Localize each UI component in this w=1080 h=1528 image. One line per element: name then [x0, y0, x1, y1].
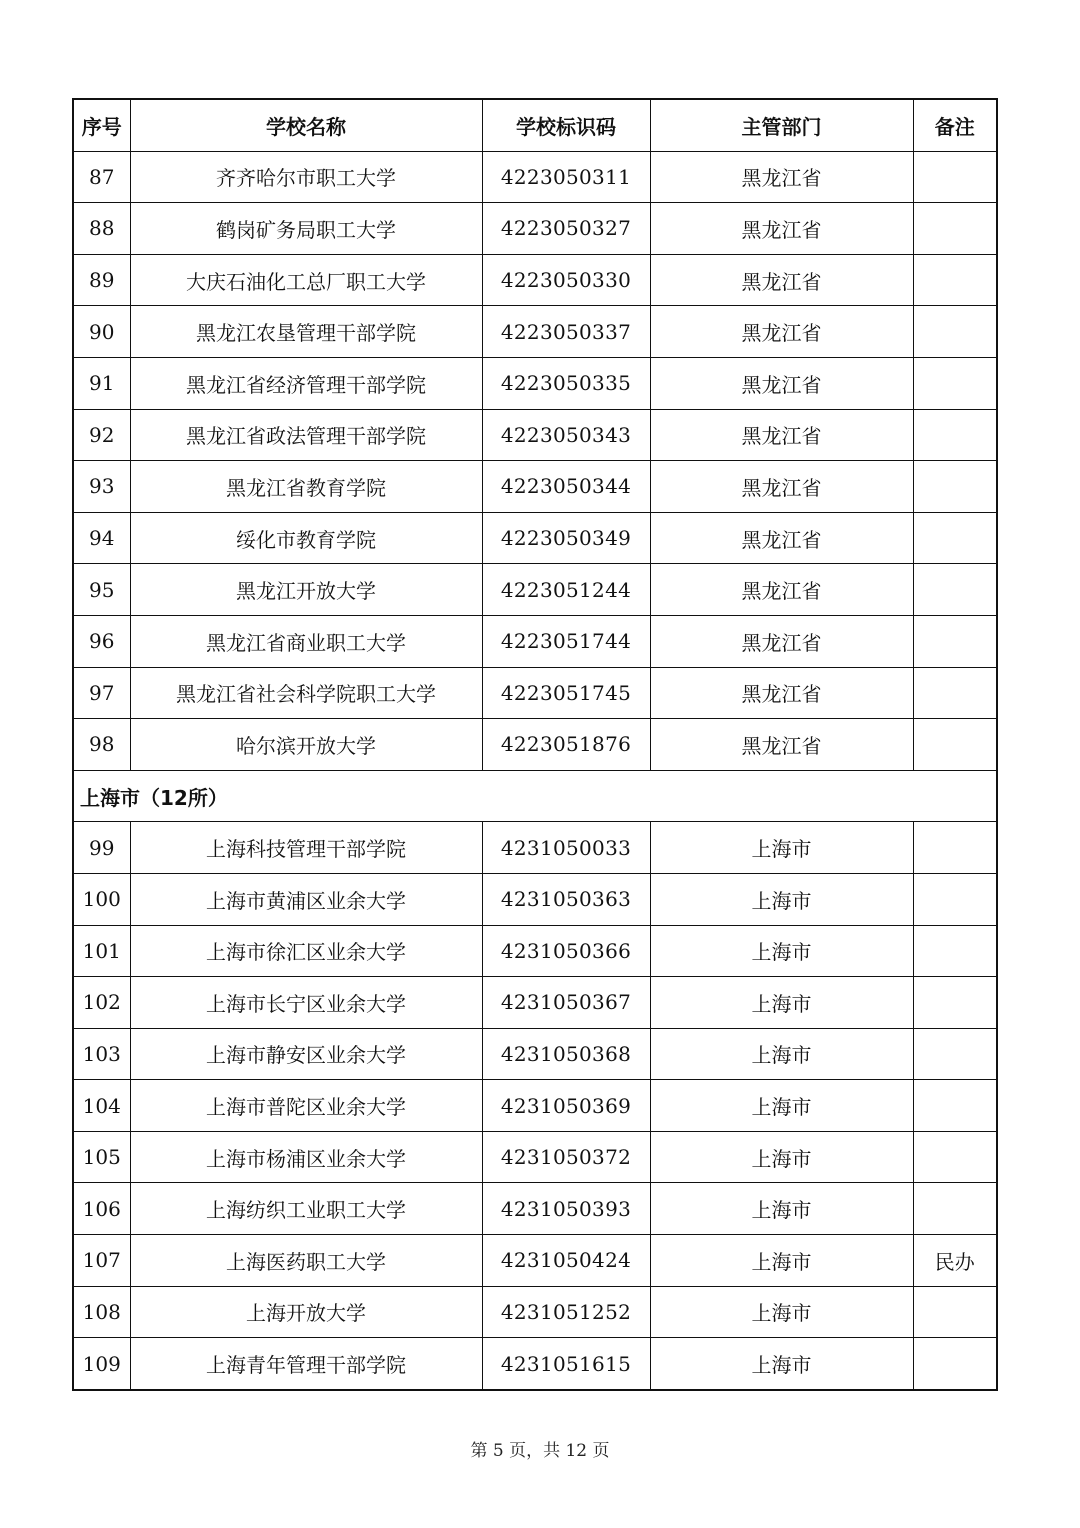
header-notes: 备注 [913, 99, 997, 151]
table-row [73, 461, 997, 513]
school-name: 上海纺织工业职工大学 [130, 1183, 482, 1235]
school-name: 上海市静安区业余大学 [130, 1028, 482, 1080]
row-number: 89 [73, 254, 130, 306]
notes [913, 925, 997, 977]
row-number: 109 [73, 1338, 130, 1390]
notes [913, 977, 997, 1029]
department: 上海市 [650, 1131, 913, 1183]
school-name: 黑龙江开放大学 [130, 564, 482, 616]
school-code: 4231050367 [482, 977, 650, 1029]
notes [913, 822, 997, 874]
school-code: 4231050393 [482, 1183, 650, 1235]
row-number: 92 [73, 409, 130, 461]
school-name: 上海青年管理干部学院 [130, 1338, 482, 1390]
table-row [73, 203, 997, 255]
row-number: 95 [73, 564, 130, 616]
school-code: 4223051244 [482, 564, 650, 616]
page-footer: 第 5 页，共 12 页 [470, 1441, 610, 1461]
department: 黑龙江省 [650, 512, 913, 564]
table-row [73, 977, 997, 1029]
notes [913, 254, 997, 306]
school-name: 哈尔滨开放大学 [130, 719, 482, 771]
school-name: 上海市杨浦区业余大学 [130, 1131, 482, 1183]
school-code: 4223050344 [482, 461, 650, 513]
section-row [73, 770, 997, 822]
school-code: 4223051876 [482, 719, 650, 771]
department: 上海市 [650, 1028, 913, 1080]
row-number: 94 [73, 512, 130, 564]
row-number: 97 [73, 667, 130, 719]
row-number: 88 [73, 203, 130, 255]
school-code: 4231051252 [482, 1286, 650, 1338]
notes [913, 357, 997, 409]
school-name: 黑龙江农垦管理干部学院 [130, 306, 482, 358]
school-code: 4223050330 [482, 254, 650, 306]
notes [913, 203, 997, 255]
table-row [73, 925, 997, 977]
school-code: 4231050363 [482, 873, 650, 925]
school-name: 黑龙江省教育学院 [130, 461, 482, 513]
department: 黑龙江省 [650, 667, 913, 719]
row-number: 107 [73, 1235, 130, 1287]
department: 黑龙江省 [650, 719, 913, 771]
school-code: 4231050033 [482, 822, 650, 874]
row-number: 102 [73, 977, 130, 1029]
department: 黑龙江省 [650, 615, 913, 667]
school-code: 4223050311 [482, 151, 650, 203]
school-code: 4223050337 [482, 306, 650, 358]
school-name: 鹤岗矿务局职工大学 [130, 203, 482, 255]
notes [913, 719, 997, 771]
school-name: 上海市普陀区业余大学 [130, 1080, 482, 1132]
row-number: 100 [73, 873, 130, 925]
school-code: 4223051744 [482, 615, 650, 667]
department: 黑龙江省 [650, 203, 913, 255]
department: 黑龙江省 [650, 151, 913, 203]
table-row [73, 1286, 997, 1338]
school-name: 黑龙江省社会科学院职工大学 [130, 667, 482, 719]
school-code: 4231050366 [482, 925, 650, 977]
notes [913, 1028, 997, 1080]
table-row [73, 564, 997, 616]
notes [913, 1183, 997, 1235]
notes [913, 1131, 997, 1183]
school-name: 上海科技管理干部学院 [130, 822, 482, 874]
header-department: 主管部门 [650, 99, 913, 151]
school-name: 上海开放大学 [130, 1286, 482, 1338]
department: 上海市 [650, 1183, 913, 1235]
table-row [73, 1338, 997, 1390]
school-code: 4223050327 [482, 203, 650, 255]
school-name: 上海市长宁区业余大学 [130, 977, 482, 1029]
table-row [73, 873, 997, 925]
school-name: 上海市徐汇区业余大学 [130, 925, 482, 977]
row-number: 106 [73, 1183, 130, 1235]
header-no: 序号 [73, 99, 130, 151]
section-title: 上海市（12所） [73, 770, 997, 822]
department: 黑龙江省 [650, 409, 913, 461]
school-name: 黑龙江省政法管理干部学院 [130, 409, 482, 461]
school-code: 4223050349 [482, 512, 650, 564]
school-name: 黑龙江省经济管理干部学院 [130, 357, 482, 409]
table-row [73, 151, 997, 203]
department: 黑龙江省 [650, 461, 913, 513]
schools-table [72, 98, 998, 1391]
department: 上海市 [650, 925, 913, 977]
school-name: 黑龙江省商业职工大学 [130, 615, 482, 667]
row-number: 87 [73, 151, 130, 203]
table-row [73, 1131, 997, 1183]
notes [913, 564, 997, 616]
row-number: 99 [73, 822, 130, 874]
table-row [73, 306, 997, 358]
school-name: 齐齐哈尔市职工大学 [130, 151, 482, 203]
row-number: 91 [73, 357, 130, 409]
header-row [73, 99, 997, 151]
department: 黑龙江省 [650, 306, 913, 358]
school-code: 4223051745 [482, 667, 650, 719]
table-row [73, 1028, 997, 1080]
notes [913, 615, 997, 667]
row-number: 108 [73, 1286, 130, 1338]
school-code: 4231050368 [482, 1028, 650, 1080]
department: 上海市 [650, 977, 913, 1029]
department: 上海市 [650, 822, 913, 874]
row-number: 103 [73, 1028, 130, 1080]
header-school-code: 学校标识码 [482, 99, 650, 151]
school-name: 大庆石油化工总厂职工大学 [130, 254, 482, 306]
department: 黑龙江省 [650, 564, 913, 616]
table-row [73, 667, 997, 719]
table-row [73, 719, 997, 771]
school-code: 4231050369 [482, 1080, 650, 1132]
school-code: 4223050343 [482, 409, 650, 461]
notes [913, 151, 997, 203]
school-name: 上海市黄浦区业余大学 [130, 873, 482, 925]
school-code: 4231050424 [482, 1235, 650, 1287]
school-code: 4231051615 [482, 1338, 650, 1390]
row-number: 90 [73, 306, 130, 358]
school-code: 4223050335 [482, 357, 650, 409]
notes: 民办 [913, 1235, 997, 1287]
table-row [73, 254, 997, 306]
row-number: 93 [73, 461, 130, 513]
row-number: 105 [73, 1131, 130, 1183]
group-shanghai [73, 822, 997, 1390]
department: 上海市 [650, 1338, 913, 1390]
table-row [73, 512, 997, 564]
department: 上海市 [650, 1080, 913, 1132]
table-row [73, 1235, 997, 1287]
table-row [73, 615, 997, 667]
table-row [73, 409, 997, 461]
department: 上海市 [650, 1235, 913, 1287]
table-row [73, 1183, 997, 1235]
row-number: 104 [73, 1080, 130, 1132]
school-name: 上海医药职工大学 [130, 1235, 482, 1287]
school-name: 绥化市教育学院 [130, 512, 482, 564]
department: 黑龙江省 [650, 357, 913, 409]
row-number: 98 [73, 719, 130, 771]
notes [913, 1286, 997, 1338]
header-school-name: 学校名称 [130, 99, 482, 151]
row-number: 101 [73, 925, 130, 977]
table-row [73, 822, 997, 874]
row-number: 96 [73, 615, 130, 667]
section-shanghai [73, 770, 997, 822]
notes [913, 1338, 997, 1390]
department: 上海市 [650, 1286, 913, 1338]
department: 黑龙江省 [650, 254, 913, 306]
notes [913, 1080, 997, 1132]
group-heilongjiang [73, 151, 997, 770]
notes [913, 306, 997, 358]
notes [913, 461, 997, 513]
notes [913, 667, 997, 719]
notes [913, 409, 997, 461]
notes [913, 873, 997, 925]
table-row [73, 1080, 997, 1132]
department: 上海市 [650, 873, 913, 925]
notes [913, 512, 997, 564]
table-row [73, 357, 997, 409]
school-code: 4231050372 [482, 1131, 650, 1183]
